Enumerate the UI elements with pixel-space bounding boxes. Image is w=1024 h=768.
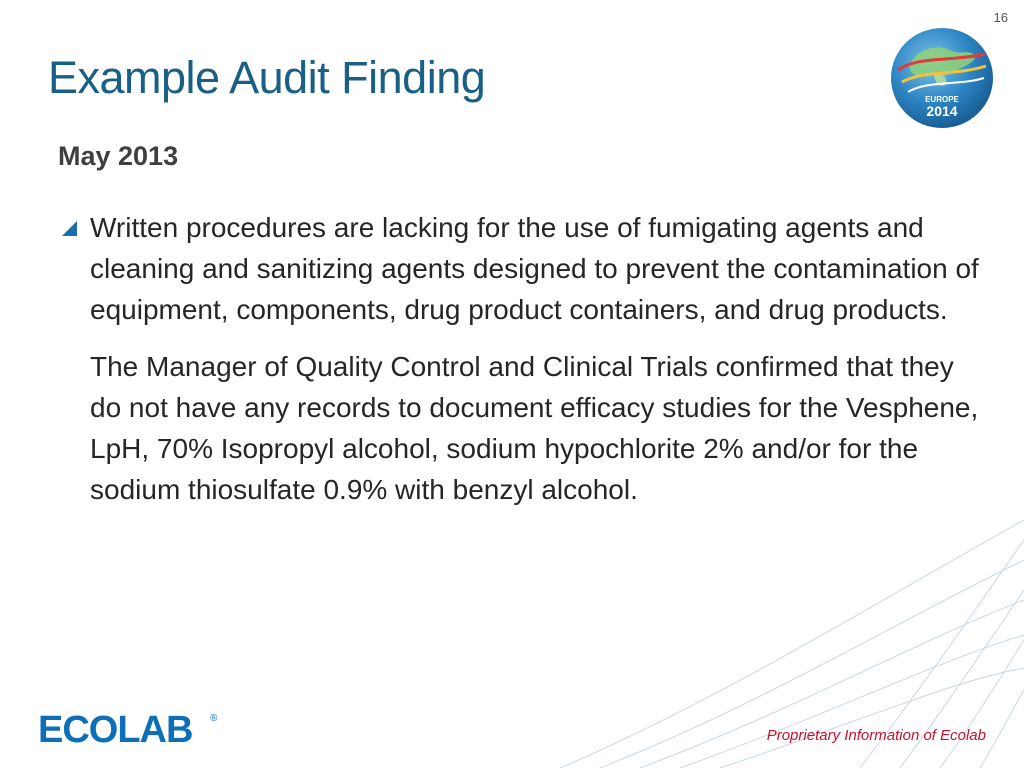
ecolab-logo bbox=[38, 707, 218, 749]
badge-line1: EUROPE bbox=[925, 95, 959, 104]
page-number: 16 bbox=[993, 10, 1008, 25]
slide-title: Example Audit Finding bbox=[48, 52, 486, 103]
logo-text: ECOLAB bbox=[38, 709, 193, 749]
body-paragraph: The Manager of Quality Control and Clinical Trials confirmed that they do not have any records to document efficacy studies for the Vesphene, LpH, 70% Isopropyl alcohol, sodium hypochlorite 2% and/or for the sodium thiosulfate 0.9% with benzyl alcohol. bbox=[90, 351, 979, 505]
triangle-bullet-icon bbox=[62, 221, 77, 236]
slide-body bbox=[60, 207, 980, 510]
badge-line2: 2014 bbox=[926, 103, 958, 119]
bullet-item bbox=[60, 207, 980, 330]
europe-2014-globe-icon bbox=[888, 26, 996, 130]
footer-proprietary-text: Proprietary Information of Ecolab bbox=[766, 727, 986, 744]
slide-subtitle: May 2013 bbox=[58, 141, 179, 171]
logo-registered-mark: ® bbox=[210, 713, 218, 724]
bullet-text: Written procedures are lacking for the use of fumigating agents and cleaning and sanitizing agents designed to prevent the contamination of equipment, components, drug product containers, and drug products. bbox=[90, 212, 979, 325]
